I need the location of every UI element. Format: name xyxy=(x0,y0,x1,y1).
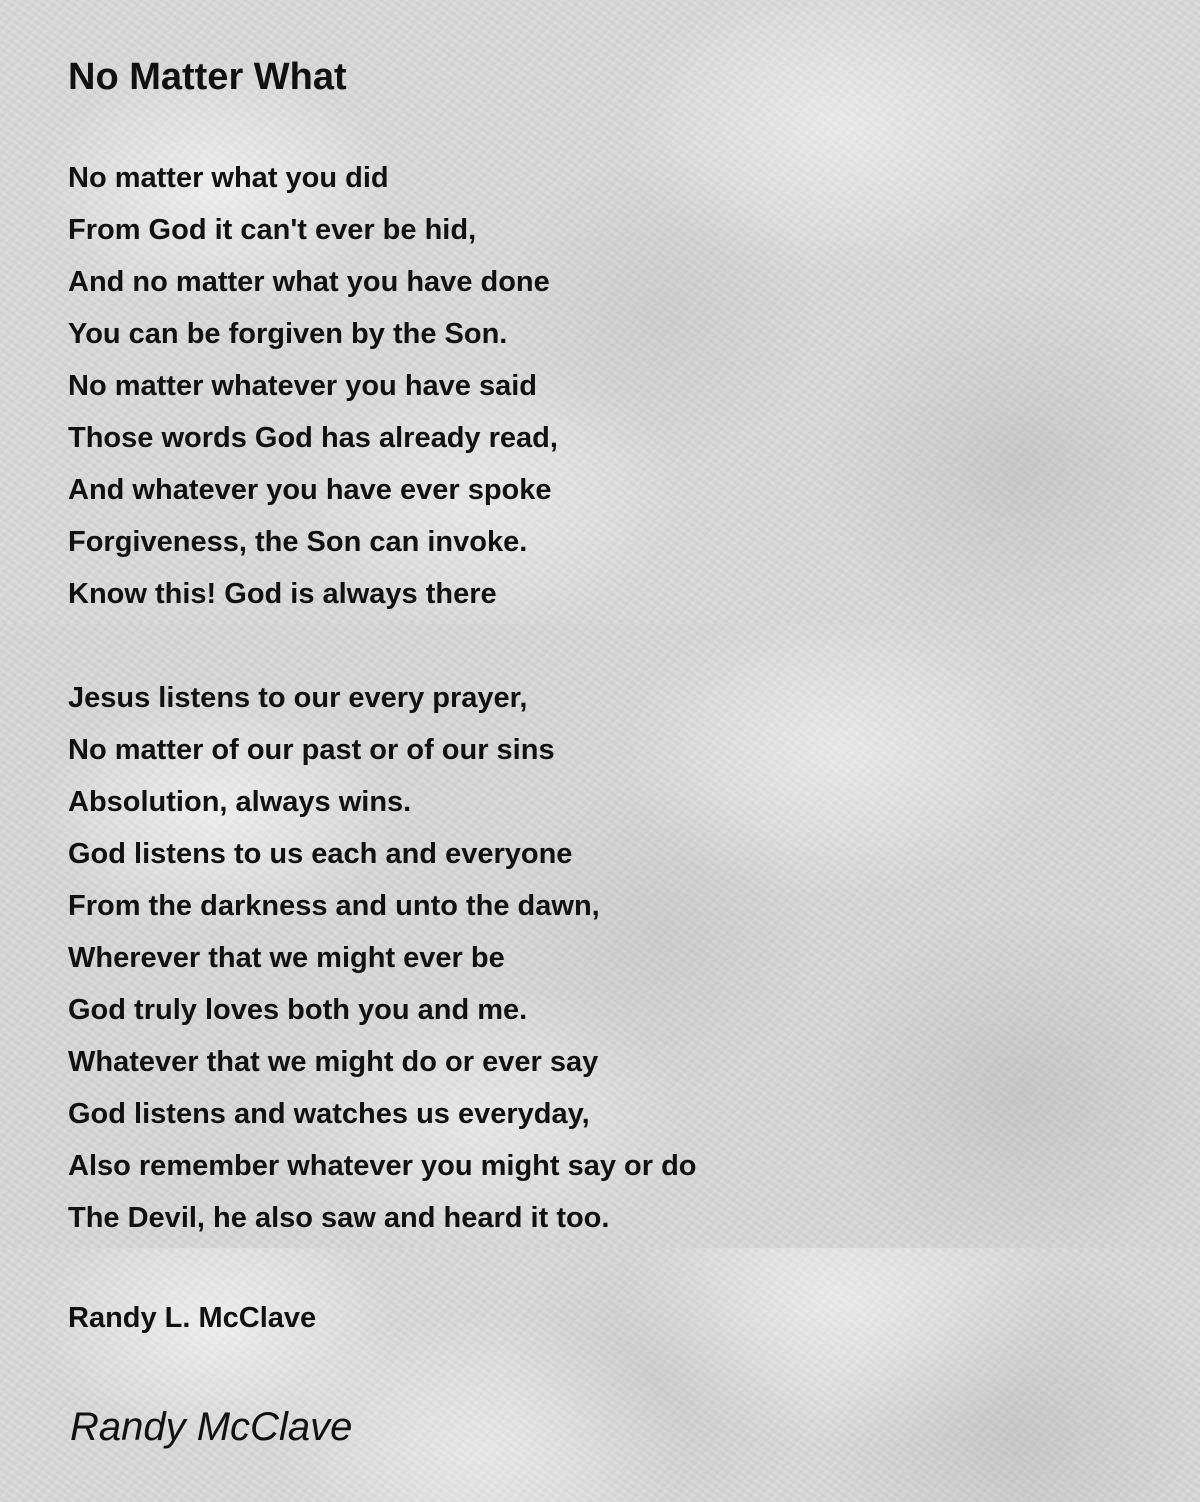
stanza-2 xyxy=(68,672,697,1244)
poem-line: Jesus listens to our every prayer, xyxy=(68,682,528,714)
poem-line: And no matter what you have done xyxy=(68,266,550,298)
poem-line: No matter whatever you have said xyxy=(68,370,537,402)
poem-title: No Matter What xyxy=(68,56,347,98)
poem-line: Forgiveness, the Son can invoke. xyxy=(68,526,528,558)
poem-line: Also remember whatever you might say or do xyxy=(68,1150,697,1182)
poem-line: Whatever that we might do or ever say xyxy=(68,1046,599,1078)
background-panel-bottom xyxy=(0,1248,1200,1502)
poem-line: Know this! God is always there xyxy=(68,578,497,610)
poem-line: Those words God has already read, xyxy=(68,422,558,454)
poem-line: And whatever you have ever spoke xyxy=(68,474,552,506)
poem-line: God truly loves both you and me. xyxy=(68,994,528,1026)
poem-line: Absolution, always wins. xyxy=(68,786,412,818)
author-signature: Randy McClave xyxy=(70,1405,353,1449)
poem-line: From God it can't ever be hid, xyxy=(68,214,477,246)
poem-line: Wherever that we might ever be xyxy=(68,942,505,974)
poem-line: From the darkness and unto the dawn, xyxy=(68,890,600,922)
stanza-1 xyxy=(68,152,558,620)
poem-line: God listens and watches us everyday, xyxy=(68,1098,590,1130)
poem-line: No matter what you did xyxy=(68,162,389,194)
poem-line: No matter of our past or of our sins xyxy=(68,734,555,766)
poem-line: The Devil, he also saw and heard it too. xyxy=(68,1202,610,1234)
poem-author: Randy L. McClave xyxy=(68,1302,317,1334)
poem-line: You can be forgiven by the Son. xyxy=(68,318,508,350)
poem-line: God listens to us each and everyone xyxy=(68,838,573,870)
